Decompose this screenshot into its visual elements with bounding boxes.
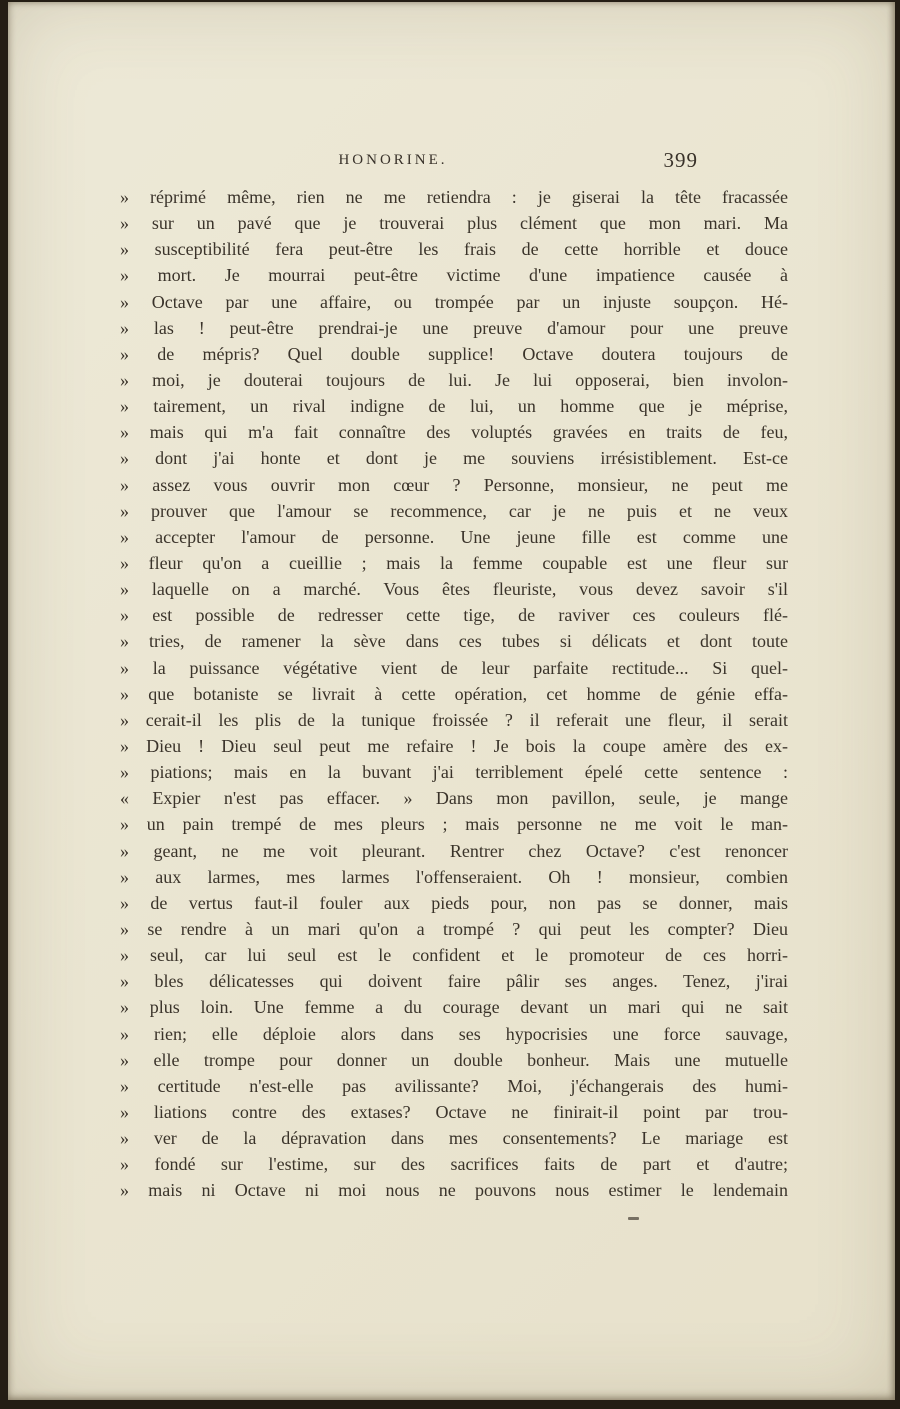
text-line: » est possible de redresser cette tige, de raviver ces couleurs flé-	[120, 605, 788, 626]
page-header	[8, 148, 895, 176]
text-line: » geant, ne me voit pleurant. Rentrer chez Octave? c'est renoncer	[120, 840, 788, 861]
text-line: » plus loin. Une femme a du courage devant un mari qui ne sait	[120, 997, 788, 1018]
text-line: » cerait-il les plis de la tunique froissée ? il referait une fleur, il serait	[120, 709, 788, 730]
text-line: » prouver que l'amour se recommence, car je ne puis et ne veux	[120, 500, 788, 521]
text-line: » ver de la dépravation dans mes consentements? Le mariage est	[120, 1128, 788, 1149]
text-line: » bles délicatesses qui doivent faire pâlir ses anges. Tenez, j'irai	[120, 971, 788, 992]
text-line: « Expier n'est pas effacer. » Dans mon pavillon, seule, je mange	[120, 788, 788, 809]
text-line: » liations contre des extases? Octave ne finirait-il point par trou-	[120, 1101, 788, 1122]
text-line: » moi, je douterai toujours de lui. Je lui opposerai, bien involon-	[120, 369, 788, 390]
text-line: » certitude n'est-elle pas avilissante? Moi, j'échangerais des humi-	[120, 1075, 788, 1096]
text-line: » susceptibilité fera peut-être les frais de cette horrible et douce	[120, 239, 788, 260]
page-paper	[8, 2, 895, 1400]
text-line: » de vertus faut-il fouler aux pieds pour, non pas se donner, mais	[120, 892, 788, 913]
text-line: » tairement, un rival indigne de lui, un homme que je méprise,	[120, 396, 788, 417]
text-line: » sur un pavé que je trouverai plus clément que mon mari. Ma	[120, 213, 788, 234]
text-line: » aux larmes, mes larmes l'offenseraient. Oh ! monsieur, combien	[120, 866, 788, 887]
text-line: » se rendre à un mari qu'on a trompé ? qui peut les compter? Dieu	[120, 918, 788, 939]
text-line: » seul, car lui seul est le confident et le promoteur de ces horri-	[120, 945, 788, 966]
text-line: » fleur qu'on a cueillie ; mais la femme coupable est une fleur sur	[120, 552, 788, 573]
text-line: » piations; mais en la buvant j'ai terriblement épelé cette sentence :	[120, 762, 788, 783]
text-line: » accepter l'amour de personne. Une jeune fille est comme une	[120, 526, 788, 547]
text-line: » de mépris? Quel double supplice! Octave doutera toujours de	[120, 343, 788, 364]
text-line: » elle trompe pour donner un double bonheur. Mais une mutuelle	[120, 1049, 788, 1070]
text-line: » las ! peut-être prendrai-je une preuve d'amour pour une preuve	[120, 317, 788, 338]
text-line: » mais ni Octave ni moi nous ne pouvons nous estimer le lendemain	[120, 1180, 788, 1201]
text-line: » laquelle on a marché. Vous êtes fleuriste, vous devez savoir s'il	[120, 579, 788, 600]
text-line: » Dieu ! Dieu seul peut me refaire ! Je bois la coupe amère des ex-	[120, 735, 788, 756]
text-line: » dont j'ai honte et dont je me souviens irrésistiblement. Est-ce	[120, 448, 788, 469]
text-line: » un pain trempé de mes pleurs ; mais personne ne me voit le man-	[120, 814, 788, 835]
signature-mark	[628, 1217, 639, 1220]
text-line: » réprimé même, rien ne me retiendra : je giserai la tête fracassée	[120, 187, 788, 207]
text-line: » assez vous ouvrir mon cœur ? Personne, monsieur, ne peut me	[120, 474, 788, 495]
text-line: » que botaniste se livrait à cette opération, cet homme de génie effa-	[120, 683, 788, 704]
text-line: » mais qui m'a fait connaître des voluptés gravées en traits de feu,	[120, 422, 788, 443]
page-number: 399	[663, 148, 698, 172]
body-text	[120, 184, 788, 1203]
text-line: » fondé sur l'estime, sur des sacrifices faits de part et d'autre;	[120, 1154, 788, 1175]
text-line: » Octave par une affaire, ou trompée par un injuste soupçon. Hé-	[120, 291, 788, 312]
text-line: » la puissance végétative vient de leur parfaite rectitude... Si quel-	[120, 657, 788, 678]
text-line: » tries, de ramener la sève dans ces tubes si délicats et dont toute	[120, 631, 788, 652]
text-line: » rien; elle déploie alors dans ses hypocrisies une force sauvage,	[120, 1023, 788, 1044]
running-title: HONORINE.	[338, 152, 448, 168]
text-line: » mort. Je mourrai peut-être victime d'une impatience causée à	[120, 265, 788, 286]
